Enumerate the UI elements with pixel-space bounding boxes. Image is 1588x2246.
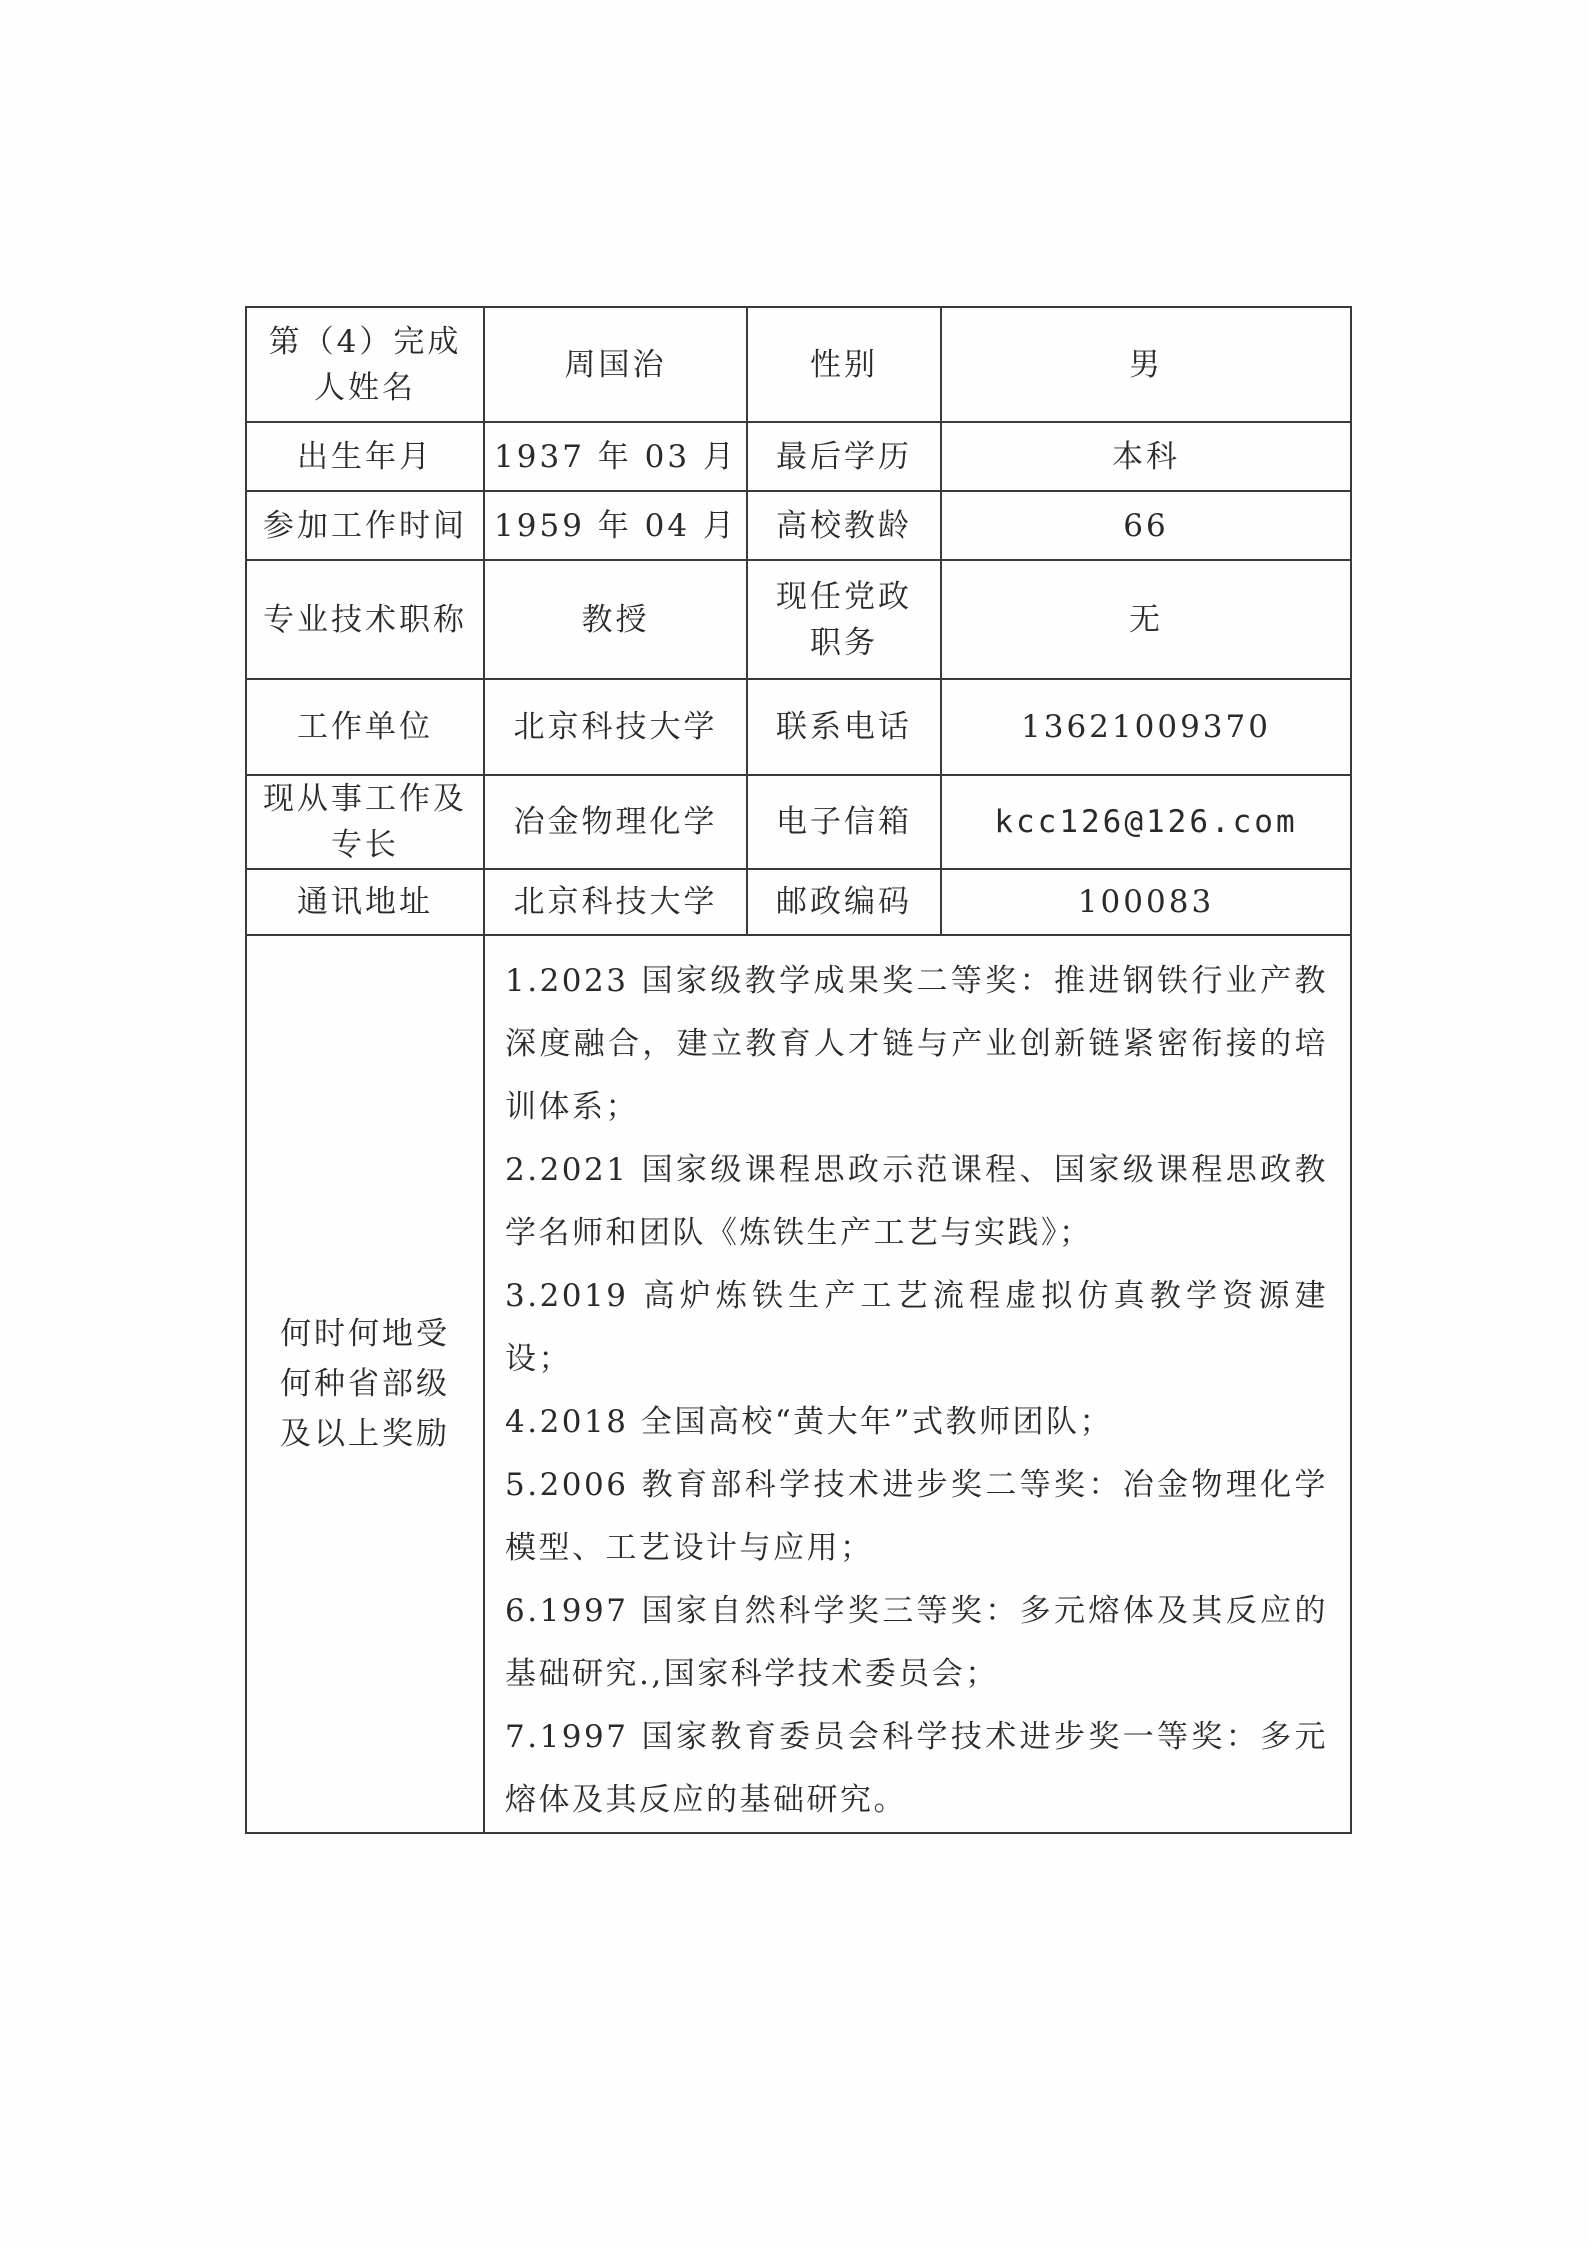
birth-label: 出生年月	[246, 422, 484, 491]
award-item: 5.2006 教育部科学技术进步奖二等奖：冶金物理化学模型、工艺设计与应用；	[505, 1467, 1328, 1566]
specialty-value: 冶金物理化学	[484, 775, 747, 869]
name-label: 第（4）完成人姓名	[246, 307, 484, 422]
name-value: 周国治	[484, 307, 747, 422]
phone-label: 联系电话	[747, 679, 941, 775]
teaching-years-label: 高校教龄	[747, 491, 941, 560]
work-start-label: 参加工作时间	[246, 491, 484, 560]
address-label: 通讯地址	[246, 869, 484, 935]
education-label: 最后学历	[747, 422, 941, 491]
awards-label: 何时何地受何种省部级及以上奖励	[246, 935, 484, 1833]
table-row	[246, 869, 1351, 935]
table-row	[246, 422, 1351, 491]
table-row	[246, 560, 1351, 679]
postcode-label: 邮政编码	[747, 869, 941, 935]
phone-value: 13621009370	[941, 679, 1351, 775]
award-item: 4.2018 全国高校“黄大年”式教师团队；	[505, 1404, 1114, 1440]
email-value: kcc126@126.com	[941, 775, 1351, 869]
award-item: 1.2023 国家级教学成果奖二等奖：推进钢铁行业产教深度融合，建立教育人才链与产业创新链紧密衔接的培训体系；	[505, 963, 1328, 1125]
work-start-value: 1959 年 04 月	[484, 491, 747, 560]
employer-value: 北京科技大学	[484, 679, 747, 775]
party-position-value: 无	[941, 560, 1351, 679]
award-item: 3.2019 高炉炼铁生产工艺流程虚拟仿真教学资源建设；	[505, 1278, 1328, 1377]
teaching-years-value: 66	[941, 491, 1351, 560]
table-row	[246, 775, 1351, 869]
postcode-value: 100083	[941, 869, 1351, 935]
gender-label: 性别	[747, 307, 941, 422]
personal-info-table	[245, 306, 1352, 1834]
table-row	[246, 491, 1351, 560]
awards-list	[484, 935, 1351, 1833]
table-row	[246, 307, 1351, 422]
education-value: 本科	[941, 422, 1351, 491]
party-position-label: 现任党政职务	[747, 560, 941, 679]
award-item: 2.2021 国家级课程思政示范课程、国家级课程思政教学名师和团队《炼铁生产工艺与实践》；	[505, 1152, 1328, 1251]
table-row	[246, 679, 1351, 775]
title-value: 教授	[484, 560, 747, 679]
title-label: 专业技术职称	[246, 560, 484, 679]
employer-label: 工作单位	[246, 679, 484, 775]
specialty-label: 现从事工作及专长	[246, 775, 484, 869]
table-row	[246, 935, 1351, 1833]
gender-value: 男	[941, 307, 1351, 422]
birth-value: 1937 年 03 月	[484, 422, 747, 491]
award-item: 7.1997 国家教育委员会科学技术进步奖一等奖：多元熔体及其反应的基础研究。	[505, 1719, 1328, 1818]
email-label: 电子信箱	[747, 775, 941, 869]
award-item: 6.1997 国家自然科学奖三等奖：多元熔体及其反应的基础研究.,国家科学技术委员会；	[505, 1593, 1328, 1692]
address-value: 北京科技大学	[484, 869, 747, 935]
